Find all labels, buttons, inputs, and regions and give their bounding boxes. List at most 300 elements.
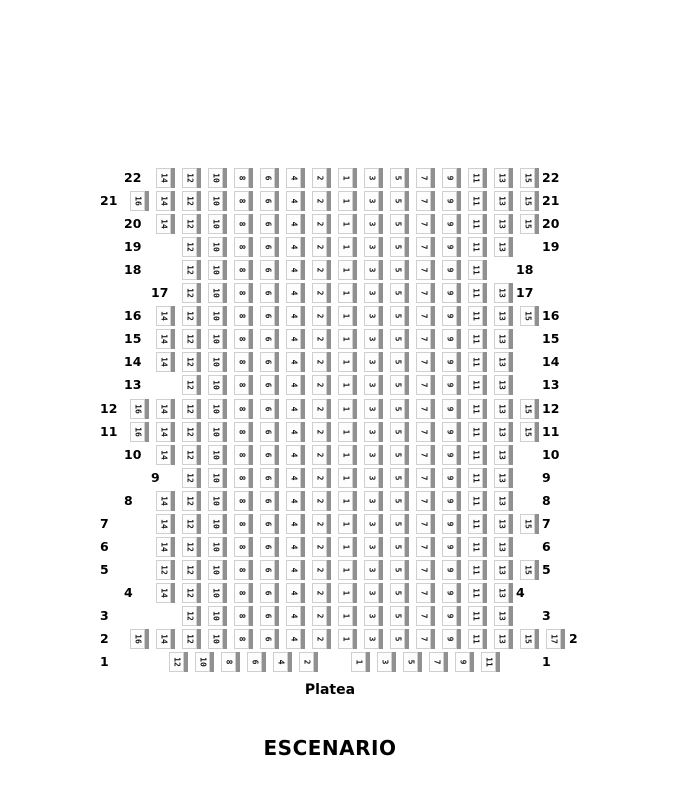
seat[interactable] <box>130 191 145 211</box>
seat[interactable] <box>260 329 275 349</box>
seat[interactable] <box>260 537 275 557</box>
seat[interactable] <box>494 514 509 534</box>
seat[interactable] <box>208 583 223 603</box>
seat[interactable] <box>364 606 379 626</box>
seat[interactable] <box>520 399 535 419</box>
seat[interactable] <box>260 260 275 280</box>
seat[interactable] <box>364 260 379 280</box>
seat[interactable] <box>156 422 171 442</box>
seat[interactable] <box>442 352 457 372</box>
seat[interactable] <box>494 606 509 626</box>
seat[interactable] <box>364 352 379 372</box>
seat[interactable] <box>156 306 171 326</box>
seat[interactable] <box>234 329 249 349</box>
seat[interactable] <box>442 399 457 419</box>
seat[interactable] <box>182 168 197 188</box>
seat[interactable] <box>169 652 184 672</box>
seat[interactable] <box>156 629 171 649</box>
seat[interactable] <box>338 445 353 465</box>
seat[interactable] <box>364 191 379 211</box>
seat[interactable] <box>260 283 275 303</box>
seat[interactable] <box>182 491 197 511</box>
seat[interactable] <box>234 399 249 419</box>
seat[interactable] <box>442 375 457 395</box>
seat[interactable] <box>208 191 223 211</box>
seat[interactable] <box>182 214 197 234</box>
seat[interactable] <box>416 352 431 372</box>
seat[interactable] <box>520 191 535 211</box>
seat[interactable] <box>234 306 249 326</box>
seat[interactable] <box>416 375 431 395</box>
seat[interactable] <box>416 422 431 442</box>
seat[interactable] <box>156 329 171 349</box>
seat[interactable] <box>286 629 301 649</box>
seat[interactable] <box>364 629 379 649</box>
seat[interactable] <box>208 606 223 626</box>
seat[interactable] <box>234 606 249 626</box>
seat[interactable] <box>364 237 379 257</box>
seat[interactable] <box>468 629 483 649</box>
seat[interactable] <box>494 214 509 234</box>
seat[interactable] <box>416 191 431 211</box>
seat[interactable] <box>286 583 301 603</box>
seat[interactable] <box>468 329 483 349</box>
seat[interactable] <box>468 399 483 419</box>
seat[interactable] <box>468 583 483 603</box>
seat[interactable] <box>390 491 405 511</box>
seat[interactable] <box>338 491 353 511</box>
seat[interactable] <box>442 514 457 534</box>
seat[interactable] <box>390 191 405 211</box>
seat[interactable] <box>494 352 509 372</box>
seat[interactable] <box>429 652 444 672</box>
seat[interactable] <box>312 583 327 603</box>
seat[interactable] <box>208 168 223 188</box>
seat[interactable] <box>312 168 327 188</box>
seat[interactable] <box>468 560 483 580</box>
seat[interactable] <box>390 283 405 303</box>
seat[interactable] <box>234 237 249 257</box>
seat[interactable] <box>338 214 353 234</box>
seat[interactable] <box>234 375 249 395</box>
seat[interactable] <box>416 606 431 626</box>
seat[interactable] <box>234 260 249 280</box>
seat[interactable] <box>182 560 197 580</box>
seat[interactable] <box>338 583 353 603</box>
seat[interactable] <box>468 445 483 465</box>
seat[interactable] <box>247 652 262 672</box>
seat[interactable] <box>364 445 379 465</box>
seat[interactable] <box>234 583 249 603</box>
seat[interactable] <box>468 537 483 557</box>
seat[interactable] <box>234 191 249 211</box>
seat[interactable] <box>130 422 145 442</box>
seat[interactable] <box>338 375 353 395</box>
seat[interactable] <box>260 306 275 326</box>
seat[interactable] <box>312 468 327 488</box>
seat[interactable] <box>234 629 249 649</box>
seat[interactable] <box>416 283 431 303</box>
seat[interactable] <box>156 445 171 465</box>
seat[interactable] <box>182 399 197 419</box>
seat[interactable] <box>312 214 327 234</box>
seat[interactable] <box>520 306 535 326</box>
seat[interactable] <box>156 352 171 372</box>
seat[interactable] <box>182 329 197 349</box>
seat[interactable] <box>468 491 483 511</box>
seat[interactable] <box>182 260 197 280</box>
seat[interactable] <box>286 514 301 534</box>
seat[interactable] <box>286 214 301 234</box>
seat[interactable] <box>338 283 353 303</box>
seat[interactable] <box>156 560 171 580</box>
seat[interactable] <box>468 168 483 188</box>
seat[interactable] <box>338 399 353 419</box>
seat[interactable] <box>234 283 249 303</box>
seat[interactable] <box>234 352 249 372</box>
seat[interactable] <box>182 375 197 395</box>
seat[interactable] <box>312 445 327 465</box>
seat[interactable] <box>416 329 431 349</box>
seat[interactable] <box>182 306 197 326</box>
seat[interactable] <box>286 191 301 211</box>
seat[interactable] <box>286 468 301 488</box>
seat[interactable] <box>494 399 509 419</box>
seat[interactable] <box>208 445 223 465</box>
seat[interactable] <box>494 191 509 211</box>
seat[interactable] <box>312 606 327 626</box>
seat[interactable] <box>468 306 483 326</box>
seat[interactable] <box>442 560 457 580</box>
seat[interactable] <box>390 329 405 349</box>
seat[interactable] <box>156 514 171 534</box>
seat[interactable] <box>468 191 483 211</box>
seat[interactable] <box>182 352 197 372</box>
seat[interactable] <box>156 583 171 603</box>
seat[interactable] <box>234 468 249 488</box>
seat[interactable] <box>286 260 301 280</box>
seat[interactable] <box>260 214 275 234</box>
seat[interactable] <box>260 468 275 488</box>
seat[interactable] <box>338 468 353 488</box>
seat[interactable] <box>338 422 353 442</box>
seat[interactable] <box>156 191 171 211</box>
seat[interactable] <box>338 629 353 649</box>
seat[interactable] <box>260 629 275 649</box>
seat[interactable] <box>260 514 275 534</box>
seat[interactable] <box>442 214 457 234</box>
seat[interactable] <box>494 583 509 603</box>
seat[interactable] <box>442 537 457 557</box>
seat[interactable] <box>312 306 327 326</box>
seat[interactable] <box>442 583 457 603</box>
seat[interactable] <box>442 260 457 280</box>
seat[interactable] <box>390 583 405 603</box>
seat[interactable] <box>520 560 535 580</box>
seat[interactable] <box>208 329 223 349</box>
seat[interactable] <box>364 491 379 511</box>
seat[interactable] <box>208 352 223 372</box>
seat[interactable] <box>403 652 418 672</box>
seat[interactable] <box>286 491 301 511</box>
seat[interactable] <box>234 168 249 188</box>
seat[interactable] <box>286 352 301 372</box>
seat[interactable] <box>546 629 561 649</box>
seat[interactable] <box>182 422 197 442</box>
seat[interactable] <box>442 237 457 257</box>
seat[interactable] <box>338 352 353 372</box>
seat[interactable] <box>312 537 327 557</box>
seat[interactable] <box>390 560 405 580</box>
seat[interactable] <box>260 491 275 511</box>
seat[interactable] <box>234 214 249 234</box>
seat[interactable] <box>377 652 392 672</box>
seat[interactable] <box>468 514 483 534</box>
seat[interactable] <box>286 168 301 188</box>
seat[interactable] <box>494 237 509 257</box>
seat[interactable] <box>416 583 431 603</box>
seat[interactable] <box>182 629 197 649</box>
seat[interactable] <box>390 399 405 419</box>
seat[interactable] <box>416 537 431 557</box>
seat[interactable] <box>260 606 275 626</box>
seat[interactable] <box>416 306 431 326</box>
seat[interactable] <box>455 652 470 672</box>
seat[interactable] <box>390 422 405 442</box>
seat[interactable] <box>416 560 431 580</box>
seat[interactable] <box>312 491 327 511</box>
seat[interactable] <box>156 399 171 419</box>
seat[interactable] <box>286 560 301 580</box>
seat[interactable] <box>208 214 223 234</box>
seat[interactable] <box>364 168 379 188</box>
seat[interactable] <box>312 283 327 303</box>
seat[interactable] <box>520 214 535 234</box>
seat[interactable] <box>364 306 379 326</box>
seat[interactable] <box>390 445 405 465</box>
seat[interactable] <box>390 606 405 626</box>
seat[interactable] <box>364 514 379 534</box>
seat[interactable] <box>195 652 210 672</box>
seat[interactable] <box>260 560 275 580</box>
seat[interactable] <box>416 629 431 649</box>
seat[interactable] <box>312 375 327 395</box>
seat[interactable] <box>286 375 301 395</box>
seat[interactable] <box>520 514 535 534</box>
seat[interactable] <box>234 422 249 442</box>
seat[interactable] <box>338 260 353 280</box>
seat[interactable] <box>442 422 457 442</box>
seat[interactable] <box>494 445 509 465</box>
seat[interactable] <box>468 352 483 372</box>
seat[interactable] <box>182 468 197 488</box>
seat[interactable] <box>260 168 275 188</box>
seat[interactable] <box>494 560 509 580</box>
seat[interactable] <box>312 191 327 211</box>
seat[interactable] <box>182 283 197 303</box>
seat[interactable] <box>208 399 223 419</box>
seat[interactable] <box>208 629 223 649</box>
seat[interactable] <box>494 422 509 442</box>
seat[interactable] <box>494 375 509 395</box>
seat[interactable] <box>416 514 431 534</box>
seat[interactable] <box>182 514 197 534</box>
seat[interactable] <box>338 606 353 626</box>
seat[interactable] <box>520 629 535 649</box>
seat[interactable] <box>364 422 379 442</box>
seat[interactable] <box>416 214 431 234</box>
seat[interactable] <box>468 283 483 303</box>
seat[interactable] <box>494 306 509 326</box>
seat[interactable] <box>416 260 431 280</box>
seat[interactable] <box>468 375 483 395</box>
seat[interactable] <box>208 468 223 488</box>
seat[interactable] <box>364 375 379 395</box>
seat[interactable] <box>260 445 275 465</box>
seat[interactable] <box>494 629 509 649</box>
seat[interactable] <box>260 583 275 603</box>
seat[interactable] <box>390 352 405 372</box>
seat[interactable] <box>494 283 509 303</box>
seat[interactable] <box>208 375 223 395</box>
seat[interactable] <box>312 514 327 534</box>
seat[interactable] <box>286 422 301 442</box>
seat[interactable] <box>312 260 327 280</box>
seat[interactable] <box>208 237 223 257</box>
seat[interactable] <box>468 468 483 488</box>
seat[interactable] <box>286 445 301 465</box>
seat[interactable] <box>286 399 301 419</box>
seat[interactable] <box>390 214 405 234</box>
seat[interactable] <box>351 652 366 672</box>
seat[interactable] <box>312 237 327 257</box>
seat[interactable] <box>442 468 457 488</box>
seat[interactable] <box>221 652 236 672</box>
seat[interactable] <box>182 191 197 211</box>
seat[interactable] <box>312 352 327 372</box>
seat[interactable] <box>442 445 457 465</box>
seat[interactable] <box>182 237 197 257</box>
seat[interactable] <box>338 191 353 211</box>
seat[interactable] <box>286 306 301 326</box>
seat[interactable] <box>182 606 197 626</box>
seat[interactable] <box>494 329 509 349</box>
seat[interactable] <box>442 606 457 626</box>
seat[interactable] <box>312 329 327 349</box>
seat[interactable] <box>416 445 431 465</box>
seat[interactable] <box>234 560 249 580</box>
seat[interactable] <box>234 514 249 534</box>
seat[interactable] <box>260 422 275 442</box>
seat[interactable] <box>182 537 197 557</box>
seat[interactable] <box>481 652 496 672</box>
seat[interactable] <box>286 329 301 349</box>
seat[interactable] <box>338 168 353 188</box>
seat[interactable] <box>364 329 379 349</box>
seat[interactable] <box>260 191 275 211</box>
seat[interactable] <box>390 375 405 395</box>
seat[interactable] <box>156 168 171 188</box>
seat[interactable] <box>390 237 405 257</box>
seat[interactable] <box>338 560 353 580</box>
seat[interactable] <box>208 491 223 511</box>
seat[interactable] <box>208 537 223 557</box>
seat[interactable] <box>208 283 223 303</box>
seat[interactable] <box>260 375 275 395</box>
seat[interactable] <box>156 491 171 511</box>
seat[interactable] <box>364 583 379 603</box>
seat[interactable] <box>442 168 457 188</box>
seat[interactable] <box>208 422 223 442</box>
seat[interactable] <box>156 537 171 557</box>
seat[interactable] <box>364 537 379 557</box>
seat[interactable] <box>260 237 275 257</box>
seat[interactable] <box>286 283 301 303</box>
seat[interactable] <box>286 606 301 626</box>
seat[interactable] <box>390 537 405 557</box>
seat[interactable] <box>260 399 275 419</box>
seat[interactable] <box>130 629 145 649</box>
seat[interactable] <box>494 168 509 188</box>
seat[interactable] <box>416 237 431 257</box>
seat[interactable] <box>390 514 405 534</box>
seat[interactable] <box>416 491 431 511</box>
seat[interactable] <box>364 283 379 303</box>
seat[interactable] <box>130 399 145 419</box>
seat[interactable] <box>286 237 301 257</box>
seat[interactable] <box>442 629 457 649</box>
seat[interactable] <box>442 191 457 211</box>
seat[interactable] <box>208 260 223 280</box>
seat[interactable] <box>208 560 223 580</box>
seat[interactable] <box>156 214 171 234</box>
seat[interactable] <box>364 214 379 234</box>
seat[interactable] <box>182 445 197 465</box>
seat[interactable] <box>234 491 249 511</box>
seat[interactable] <box>468 606 483 626</box>
seat[interactable] <box>442 329 457 349</box>
seat[interactable] <box>390 629 405 649</box>
seat[interactable] <box>390 168 405 188</box>
seat[interactable] <box>364 399 379 419</box>
seat[interactable] <box>338 329 353 349</box>
seat[interactable] <box>312 629 327 649</box>
seat[interactable] <box>442 306 457 326</box>
seat[interactable] <box>234 445 249 465</box>
seat[interactable] <box>286 537 301 557</box>
seat[interactable] <box>468 260 483 280</box>
seat[interactable] <box>364 468 379 488</box>
seat[interactable] <box>312 399 327 419</box>
seat[interactable] <box>299 652 314 672</box>
seat[interactable] <box>416 399 431 419</box>
seat[interactable] <box>390 306 405 326</box>
seat[interactable] <box>390 260 405 280</box>
seat[interactable] <box>390 468 405 488</box>
seat[interactable] <box>312 560 327 580</box>
seat[interactable] <box>468 422 483 442</box>
seat[interactable] <box>208 306 223 326</box>
seat[interactable] <box>442 283 457 303</box>
seat[interactable] <box>520 168 535 188</box>
seat[interactable] <box>520 422 535 442</box>
seat[interactable] <box>442 491 457 511</box>
seat[interactable] <box>494 468 509 488</box>
seat[interactable] <box>416 168 431 188</box>
seat[interactable] <box>468 214 483 234</box>
seat[interactable] <box>338 306 353 326</box>
seat[interactable] <box>364 560 379 580</box>
